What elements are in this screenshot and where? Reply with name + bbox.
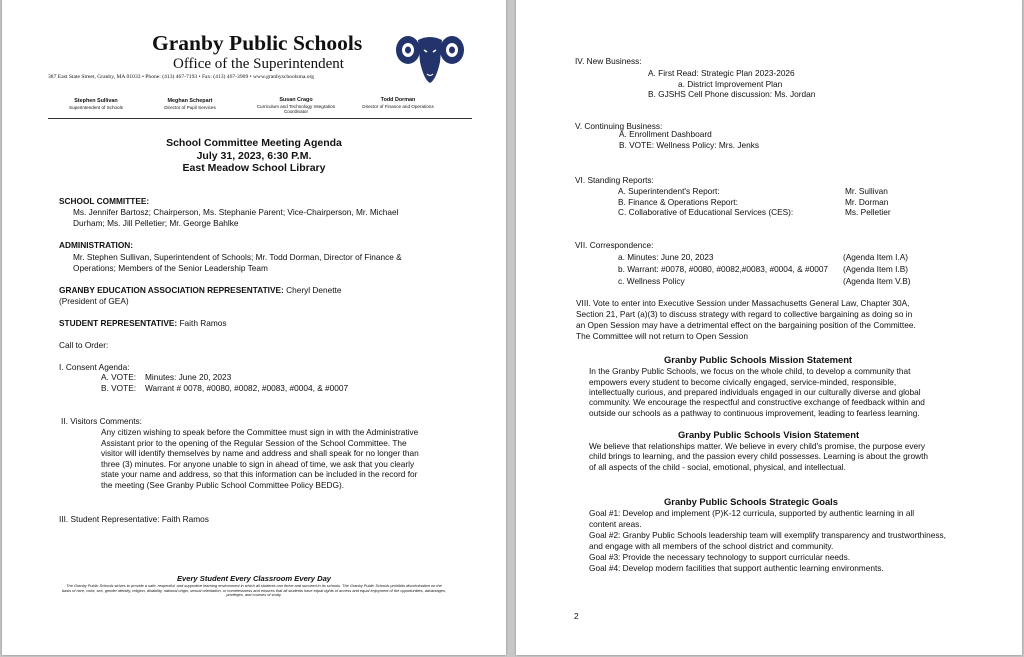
new-business-heading: IV. New Business:: [575, 56, 642, 66]
executive-session-line: VIII. Vote to enter into Executive Session under Massachusetts General Law, Chapter 30A,: [576, 298, 910, 308]
new-business-item-b: B. GJSHS Cell Phone discussion: Ms. Jordan: [648, 89, 816, 99]
goal-line: Goal #1: Develop and implement (P)K-12 curricula, supported by authentic learning in all: [589, 508, 915, 518]
staff-member: [46, 98, 146, 110]
call-to-order: Call to Order:: [59, 340, 109, 350]
mission-line: empowers every student to become civically engaged, service-minded, responsible,: [589, 377, 897, 387]
footer-fine-print: The Granby Public Schools strives to provide a safe, respectful, and supportive learning environment in which all students can thrive and succeed in its schools. The Granby Public Schools prohibits discrimination on the basis of race, color, sex, gender identity, religion, disability, national origin, sexual orientation, or homelessness and ensures that all students have equal rights of access and equal enjoyment of the opportunities, advantages, privileges, and courses of study.: [62, 583, 446, 598]
executive-session-line: Section 21, Part (a)(3) to discuss strategy with regard to collective bargaining as doing so in: [576, 309, 913, 319]
administration-label: ADMINISTRATION:: [59, 240, 134, 250]
goal-line: content areas.: [589, 519, 642, 529]
school-committee-members: Ms. Jennifer Bartosz; Chairperson, Ms. Stephanie Parent; Vice-Chairperson, Mr. Michael Durham; Ms. Jill Pelletier; Mr. George Bahlke: [73, 207, 399, 228]
standing-report-b: B. Finance & Operations Report:: [618, 197, 738, 207]
letterhead-divider: [48, 118, 472, 119]
administration-members: Mr. Stephen Sullivan, Superintendent of Schools; Mr. Todd Dorman, Director of Finance & Operations; Members of the Senior Leadership Team: [73, 252, 402, 273]
staff-name: Todd Dorman: [380, 97, 416, 103]
student-rep-name: Faith Ramos: [179, 318, 227, 328]
staff-title: Curriculum and Technology Integration Coordinator: [256, 103, 336, 114]
meeting-location: East Meadow School Library: [182, 162, 326, 174]
goal-line: and engage with all members of the school district and community.: [589, 541, 834, 551]
correspondence-heading: VII. Correspondence:: [575, 240, 654, 250]
goal-line: Goal #2: Granby Public Schools leadership team will exemplify transparency and trustworthiness,: [589, 530, 946, 540]
new-business-item-a-sub: a. District Improvement Plan: [678, 79, 783, 89]
agenda-page-1: [2, 0, 506, 655]
gea-name: Cheryl Denette: [286, 285, 342, 295]
vision-line: of all aspects of the child - social, emotional, physical, and intellectual.: [589, 462, 846, 472]
correspondence-item-b: b. Warrant: #0078, #0080, #0082,#0083, #0004, & #0007: [618, 264, 829, 274]
executive-session-line: an Open Session may have a detrimental effect on the bargaining position of the Committee.: [576, 320, 916, 330]
continuing-item-a: A. Enrollment Dashboard: [619, 129, 712, 139]
correspondence-item-c-ref: (Agenda Item V.B): [843, 276, 911, 286]
mission-title: Granby Public Schools Mission Statement: [664, 354, 853, 365]
standing-report-b-person: Mr. Dorman: [845, 197, 889, 207]
mission-line: outside our schools as a pathway to continuous improvement, leading to fearless learning.: [589, 408, 920, 418]
executive-session-line: The Committee will not return to Open Session: [576, 331, 749, 341]
page-number: 2: [574, 611, 579, 621]
gea-representative: [59, 285, 341, 296]
consent-item-a-text: Minutes: June 20, 2023: [145, 372, 232, 382]
continuing-business-heading: V. Continuing Business:: [575, 121, 663, 131]
correspondence-item-c: c. Wellness Policy: [618, 276, 685, 286]
staff-title: Superintendent of Schools: [69, 104, 123, 110]
standing-report-c: C. Collaborative of Educational Services (CES):: [618, 207, 794, 217]
staff-title: Director of Pupil Services: [164, 104, 216, 110]
consent-item-b-text: Warrant # 0078, #0080, #0082, #0083, #0004, & #0007: [145, 383, 349, 393]
goal-line: Goal #4: Develop modern facilities that support authentic learning environments.: [589, 563, 884, 573]
vision-line: child brings to learning, and the passion every child possesses. Learning is about the growth: [589, 451, 928, 461]
gea-subtitle: (President of GEA): [59, 296, 129, 306]
standing-reports-heading: VI. Standing Reports:: [575, 175, 654, 185]
student-rep-label: STUDENT REPRESENTATIVE:: [59, 318, 178, 328]
staff-name: Meghan Schepart: [167, 98, 213, 104]
student-rep-item: III. Student Representative: Faith Ramos: [59, 514, 209, 524]
staff-title: Director of Finance and Operations: [362, 103, 434, 109]
standing-report-a-person: Mr. Sullivan: [845, 186, 888, 196]
mission-line: community. We encourage the respectful and constructive exchange of feedback within and: [589, 397, 925, 407]
standing-report-c-person: Ms. Pelletier: [845, 207, 891, 217]
ram-logo-icon: [394, 28, 466, 86]
goals-title: Granby Public Schools Strategic Goals: [664, 496, 839, 507]
new-business-item-a: A. First Read: Strategic Plan 2023-2026: [648, 68, 795, 78]
correspondence-item-a: a. Minutes: June 20, 2023: [618, 252, 714, 262]
office-name: Office of the Superintendent: [173, 56, 344, 72]
continuing-item-b: B. VOTE: Wellness Policy: Mrs. Jenks: [619, 140, 760, 150]
staff-name: Susan Crago: [279, 97, 313, 103]
visitors-text: Any citizen wishing to speak before the Committee must sign in with the Administrative Assistant prior to the opening of the Regular Session of the School Committee. The visitor will identify themselves by name and address and shall speak for no longer than three (3) minutes. For anyone unable to sign in ahead of time, we ask that you clearly state your name and address, so that this information can be included in the record for the meeting (See Granby Public School Committee Policy BEDG).: [101, 427, 419, 490]
gea-label: GRANBY EDUCATION ASSOCIATION REPRESENTATIVE:: [59, 285, 284, 295]
vision-title: Granby Public Schools Vision Statement: [678, 429, 860, 440]
goal-line: Goal #3: Provide the necessary technology to support curricular needs.: [589, 552, 851, 562]
staff-member: [250, 97, 342, 115]
staff-member: [140, 98, 240, 110]
staff-member: [358, 97, 438, 109]
student-representative: [59, 318, 227, 329]
vision-line: We believe that relationships matter. We believe in every child's promise, the purpose every: [589, 441, 926, 451]
mission-line: intellectually curious, and prepared individuals engaged in our culturally diverse and global: [589, 387, 921, 397]
meeting-datetime: July 31, 2023, 6:30 P.M.: [196, 149, 312, 162]
meeting-heading: [102, 137, 406, 175]
staff-name: Stephen Sullivan: [74, 98, 118, 104]
school-committee-label: SCHOOL COMMITTEE:: [59, 196, 150, 206]
correspondence-item-b-ref: (Agenda Item I.B): [843, 264, 909, 274]
district-name: Granby Public Schools: [152, 31, 363, 55]
agenda-page-2: [516, 0, 1022, 655]
correspondence-item-a-ref: (Agenda Item I.A): [843, 252, 909, 262]
address-line: 387 East State Street, Granby, MA 01033 • Phone: (413) 467-7193 • Fax: (413) 467-3909 • www.granbyschoolsma.org: [48, 74, 315, 80]
consent-agenda-heading: I. Consent Agenda:: [59, 362, 130, 372]
mission-line: In the Granby Public Schools, we focus on the whole child, to develop a community that: [589, 366, 911, 376]
consent-item-a-label: A. VOTE:: [101, 372, 137, 382]
consent-item-b-label: B. VOTE:: [101, 383, 137, 393]
agenda-title: School Committee Meeting Agenda: [166, 137, 342, 149]
standing-report-a: A. Superintendent's Report:: [618, 186, 720, 196]
visitors-heading: II. Visitors Comments:: [61, 416, 142, 426]
footer-motto: Every Student Every Classroom Every Day: [176, 574, 332, 583]
